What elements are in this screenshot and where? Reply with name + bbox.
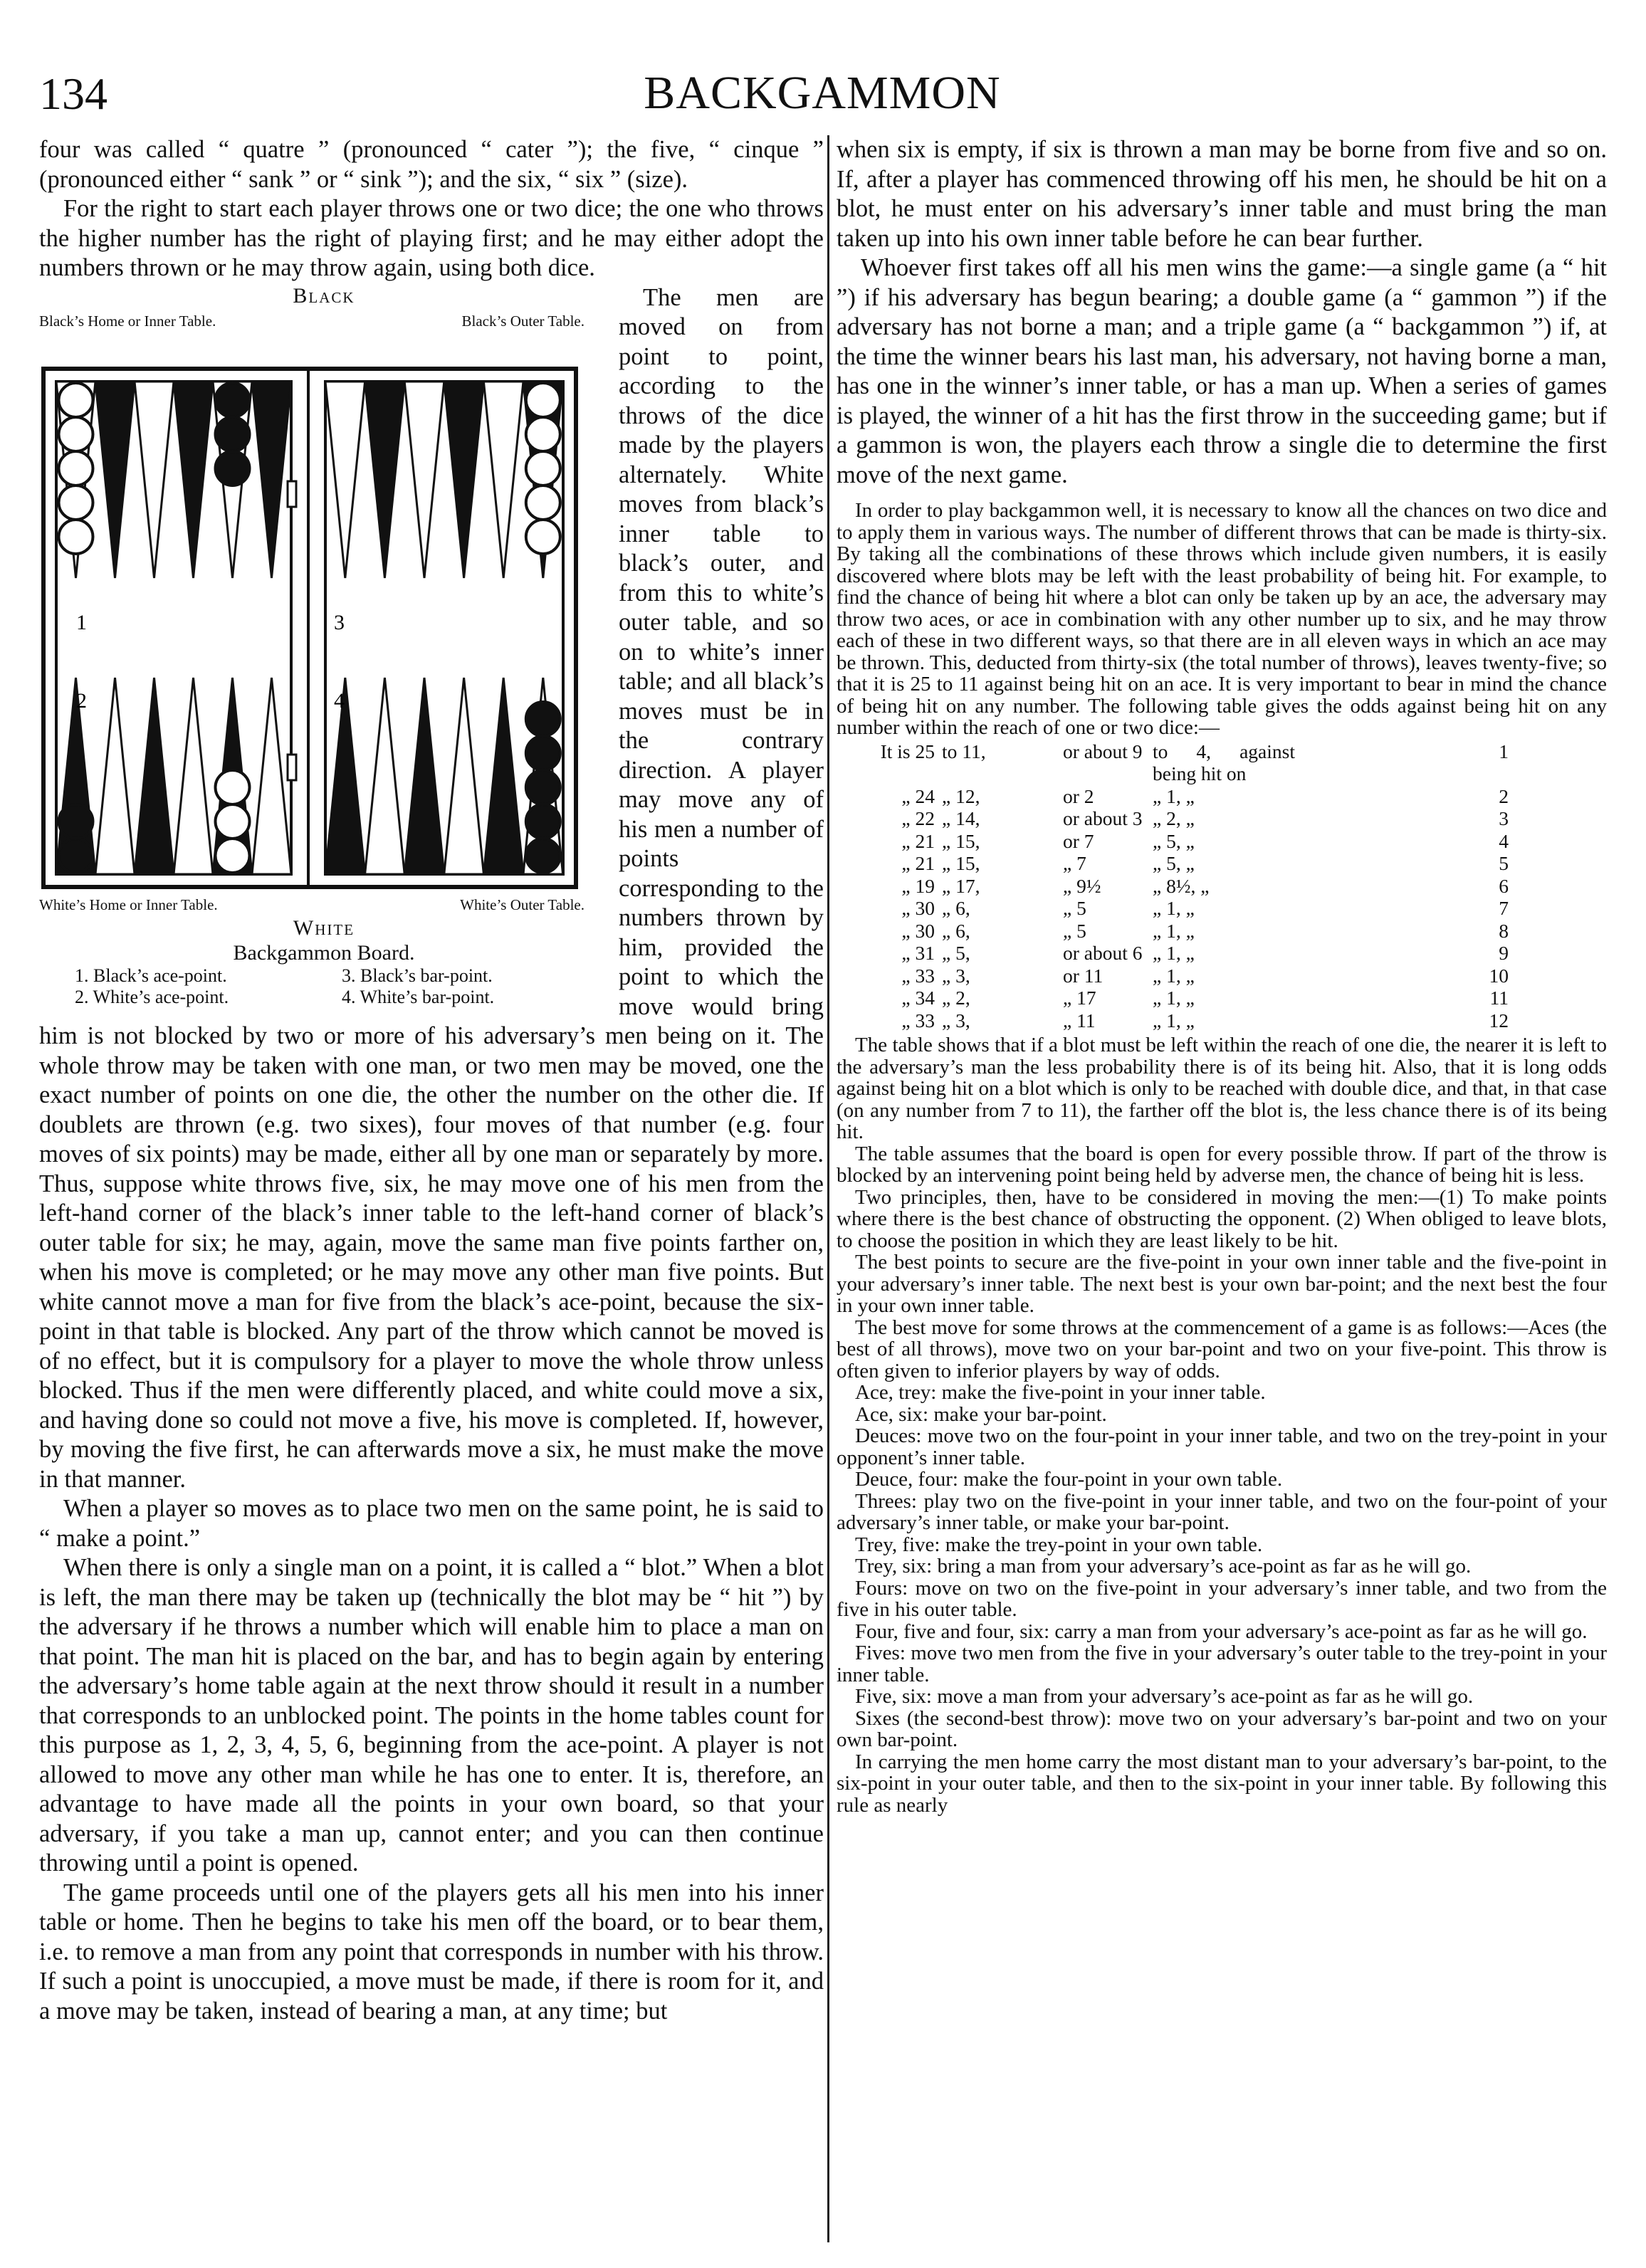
move-paragraph: Sixes (the second-best throw): move two on your adversary’s bar-point and two on your own bar-point.: [837, 1706, 1607, 1751]
move-paragraph: Threes: play two on the five-point in your inner table, and two on the four-point of your adversary’s inner table, or make your bar-point.: [837, 1489, 1607, 1534]
odds-cell: 3: [1499, 807, 1509, 829]
figure-caption: Backgammon Board.: [233, 940, 415, 965]
odds-cell: or about 3: [1063, 807, 1143, 829]
odds-cell: „ 6,: [942, 897, 970, 919]
move-paragraph: Five, six: move a man from your adversary’s ace-point as far as he will go.: [855, 1685, 1474, 1708]
black-home-label: Black’s Home or Inner Table.: [39, 312, 216, 330]
black-outer-label: Black’s Outer Table.: [461, 312, 585, 330]
odds-cell: „ 12,: [942, 784, 980, 807]
figure-bottom-labels: [39, 891, 609, 914]
black-man: [59, 839, 93, 873]
odds-cell: „ 22: [901, 807, 935, 829]
move-paragraph: Ace, six: make your bar-point.: [855, 1402, 1107, 1426]
running-title: BACKGAMMON: [644, 67, 1001, 119]
white-man: [59, 417, 93, 451]
odds-cell: „ 33: [901, 964, 935, 987]
odds-cell: or about 9: [1063, 740, 1143, 762]
odds-cell: 10: [1489, 964, 1509, 987]
white-man: [216, 804, 250, 839]
odds-cell: „ 24: [901, 784, 935, 807]
legend-item: 1. Black’s ace-point.: [75, 965, 227, 986]
odds-cell: to 11,: [942, 740, 986, 762]
odds-row: [837, 897, 1607, 920]
odds-row: [837, 830, 1607, 853]
right-column: [837, 135, 1607, 1816]
move-paragraph: In carrying the men home carry the most distant man to your adversary’s bar-point, to the six-point in your outer table, and then to the six-point in your inner table. By following this rule as nearly: [837, 1750, 1607, 1817]
odds-row: [837, 875, 1607, 898]
left-column: [39, 135, 824, 2026]
black-man: [216, 451, 250, 485]
odds-cell: 8: [1499, 919, 1509, 942]
odds-cell: „ 34: [901, 987, 935, 1009]
odds-cell: „ 8½, „: [1153, 874, 1210, 897]
odds-cell: „ 30: [901, 919, 935, 942]
board-number-4: 4: [334, 688, 345, 713]
odds-cell: „ 31: [901, 942, 935, 964]
paragraph: The best move for some throws at the commencement of a game is as follows:—Aces (the best of all throws), move two on your bar-point and two on your five-point. This throw is often given to inferior players by way of odds.: [837, 1316, 1607, 1382]
black-man: [526, 770, 560, 804]
backgammon-board: [39, 364, 580, 891]
white-man: [59, 485, 93, 520]
white-man: [526, 520, 560, 554]
move-paragraph: Fours: move on two on the five-point in your adversary’s inner table, and two from the five in his outer table.: [837, 1576, 1607, 1621]
odds-cell: „ 30: [901, 897, 935, 919]
left-table: [56, 382, 291, 874]
page-number: 134: [39, 68, 108, 119]
odds-cell: „ 11: [1063, 1009, 1096, 1031]
paragraph: In order to play backgammon well, it is necessary to know all the chances on two dice and to apply them in various ways. The number of different throws that can be made is thirty-six. By taking all the combinations of these throws which include given numbers, it is easily discovered where blots may be left with the least probability of being hit. For example, to find the chance of being hit where a blot can only be taken up by an ace, the adversary may throw two aces, or ace in combination with any other number up to six, and he may throw each of these in two different ways, so that there are in all eleven ways in which an ace may be thrown. This, deducted from thirty-six (the total number of throws), leaves twenty-five; so that it is 25 to 11 against being hit on an ace. It is very important to bear in mind the chance of being hit on any number. The following table gives the odds against being hit on any number within the reach of one or two dice:—: [837, 499, 1607, 739]
odds-row: [837, 1009, 1607, 1032]
odds-cell: „ 1, „: [1153, 784, 1195, 807]
hinge: [288, 481, 296, 507]
figure-top-labels: [39, 309, 609, 330]
odds-cell: or 2: [1063, 784, 1094, 807]
figure-bottom-label: White: [293, 915, 355, 940]
move-paragraph: Deuces: move two on the four-point in your inner table, and two on the trey-point in your opponent’s inner table.: [837, 1424, 1607, 1469]
column-divider: [827, 135, 829, 2242]
move-paragraph: Fives: move two men from the five in your adversary’s outer table to the trey-point in your inner table.: [837, 1642, 1607, 1686]
black-man: [216, 383, 250, 417]
figure-top-label: Black: [293, 283, 355, 308]
right-table: [325, 382, 563, 874]
black-man: [526, 804, 560, 839]
figure-legend-row: [39, 965, 609, 987]
odds-cell: or 7: [1063, 829, 1094, 852]
legend-item: 4. White’s bar-point.: [342, 986, 495, 1007]
odds-cell: „ 1, „: [1153, 942, 1195, 964]
black-man: [526, 736, 560, 770]
odds-cell: to 4, against being hit on: [1153, 740, 1295, 784]
black-man: [59, 804, 93, 839]
odds-cell: 1: [1499, 740, 1509, 762]
odds-cell: 2: [1499, 784, 1509, 807]
paragraph: Two principles, then, have to be considered in moving the men:—(1) To make points where there is the best chance of obstructing the opponent. (2) When obliged to leave blots, to choose the position in which they are least likely to be hit.: [837, 1185, 1607, 1252]
white-man: [526, 417, 560, 451]
white-man: [59, 451, 93, 485]
odds-cell: „ 5, „: [1153, 829, 1195, 852]
board-number-3: 3: [334, 610, 345, 634]
board-number-2: 2: [76, 688, 87, 713]
odds-cell: 4: [1499, 829, 1509, 852]
white-home-label: White’s Home or Inner Table.: [39, 896, 218, 913]
odds-cell: 9: [1499, 942, 1509, 964]
paragraph: When a player so moves as to place two men on the same point, he is said to “ make a point.”: [39, 1495, 824, 1552]
odds-row: [837, 852, 1607, 875]
paragraph: The table shows that if a blot must be left within the reach of one die, the nearer it is left to the adversary’s man the less probability there is of its being hit. Also, that it is long odds against being hit on a blot which is only to be reached with double dice, and that, in that case (on any number from 7 to 11), the farther off the blot is, the less chance there is of its being hit.: [837, 1034, 1607, 1143]
paragraph: For the right to start each player throws one or two dice; the one who throws the higher number has the right of playing first; and he may either adopt the numbers thrown or he may throw again, using both dice.: [39, 195, 824, 281]
white-man: [59, 383, 93, 417]
odds-cell: „ 7: [1063, 852, 1086, 874]
odds-cell: „ 5, „: [1153, 852, 1195, 874]
paragraph: The best points to secure are the five-point in your own inner table and the five-point in your adversary’s inner table. The next best is your own bar-point; and the next best the four in your own inner table.: [837, 1251, 1607, 1317]
move-paragraph: Deuce, four: make the four-point in your own table.: [855, 1468, 1283, 1491]
legend-item: 3. Black’s bar-point.: [342, 965, 493, 986]
odds-row: [837, 920, 1607, 943]
odds-cell: „ 21: [901, 852, 935, 874]
odds-cell: „ 3,: [942, 964, 970, 987]
odds-cell: „ 1, „: [1153, 919, 1195, 942]
odds-cell: „ 1, „: [1153, 897, 1195, 919]
move-paragraph: Trey, six: bring a man from your adversary’s ace-point as far as he will go.: [855, 1555, 1472, 1577]
odds-cell: „ 21: [901, 829, 935, 852]
odds-cell: 6: [1499, 874, 1509, 897]
move-paragraph: Four, five and four, six: carry a man from your adversary’s ace-point as far as he will go.: [855, 1619, 1588, 1643]
odds-row: [837, 785, 1607, 808]
odds-cell: 5: [1499, 852, 1509, 874]
move-paragraph: Trey, five: make the trey-point in your own table.: [855, 1533, 1263, 1556]
odds-row: [837, 740, 1607, 785]
black-man: [216, 417, 250, 451]
hinge: [288, 755, 296, 780]
odds-row: [837, 965, 1607, 987]
odds-cell: or 11: [1063, 964, 1104, 987]
odds-cell: „ 5,: [942, 942, 970, 964]
paragraph: The table assumes that the board is open for every possible throw. If part of the throw is blocked by an intervening point being held by adverse men, the chance of being hit is less.: [837, 1142, 1607, 1187]
odds-cell: „ 3,: [942, 1009, 970, 1031]
white-man: [526, 383, 560, 417]
white-man: [216, 839, 250, 873]
paragraph: four was called “ quatre ” (pronounced “ cater ”); the five, “ cinque ” (pronounced either “ sank ” or “ sink ”); and the six, “ six ” (size).: [39, 136, 824, 193]
white-man: [526, 451, 560, 485]
black-man: [526, 839, 560, 873]
white-man: [216, 770, 250, 804]
opening-moves-list: [837, 1382, 1607, 1816]
odds-cell: 11: [1489, 987, 1509, 1009]
odds-cell: „ 1, „: [1153, 987, 1195, 1009]
odds-cell: „ 14,: [942, 807, 980, 829]
odds-cell: „ 17,: [942, 874, 980, 897]
backgammon-figure: [39, 283, 609, 1008]
odds-cell: 7: [1499, 897, 1509, 919]
page-header: [39, 61, 1605, 125]
odds-cell: „ 15,: [942, 829, 980, 852]
odds-cell: „ 1, „: [1153, 964, 1195, 987]
board-number-1: 1: [76, 610, 87, 634]
figure-legend-row: [39, 987, 609, 1008]
odds-cell: „ 2,: [942, 987, 970, 1009]
odds-cell: „ 1, „: [1153, 1009, 1195, 1031]
odds-table: [837, 740, 1607, 1032]
odds-cell: „ 17: [1063, 987, 1096, 1009]
white-man: [59, 520, 93, 554]
odds-row: [837, 942, 1607, 965]
paragraph-text: The men are moved on from point to point, according to the throws of the dice made by the players alternately. White moves from black’s inner table to black’s outer, and from this to white’s outer table, and so on to white’s inner table; and all black’s moves must be in the contrary direction. A player may move any of his men a number of points corresponding to the numbers thrown by him, provided the point to which the move would bring him is not blocked by two or more of his adversary’s men being on it. The whole throw may be taken with one man, or two men may be moved, one the exact number of points on one die, the other the number on the other die. If doublets are thrown (e.g. two sixes), four moves of that number (e.g. four moves of six points) may be made, either all by one man or separately by more. Thus, suppose white throws five, six, he may move one of his men from the left-hand corner of the black’s inner table to the left-hand corner of black’s outer table for six; he may, again, move the same man five points farther on, when his move is completed; or he may move any other man five points. But white cannot move a man for five from the black’s ace-point, because the six-point in that table is blocked. Any part of the throw which cannot be moved is of no effect, but it is compulsory for a player to move the whole throw unless blocked. Thus if the men were differently placed, and white could move a six, and having done so could not move a five, his move is completed. If, however, by moving the five first, he can afterwards move a six, he must make the move in that manner.: [39, 283, 824, 1493]
odds-cell: 12: [1489, 1009, 1509, 1031]
odds-cell: It is 25: [880, 740, 935, 762]
odds-row: [837, 987, 1607, 1009]
legend-item: 2. White’s ace-point.: [75, 986, 229, 1007]
odds-cell: „ 15,: [942, 852, 980, 874]
odds-cell: „ 9½: [1063, 874, 1101, 897]
white-outer-label: White’s Outer Table.: [460, 896, 585, 913]
paragraph: when six is empty, if six is thrown a man may be borne from five and so on. If, after a player has commenced throwing off his men, he should be hit on a blot, he must enter on his adversary’s inner table and must bring the man taken up into his own inner table before he can bear further.: [837, 136, 1607, 252]
odds-cell: „ 2, „: [1153, 807, 1195, 829]
odds-cell: „ 5: [1063, 897, 1086, 919]
paragraph: [39, 283, 824, 1495]
odds-cell: „ 6,: [942, 919, 970, 942]
white-man: [526, 485, 560, 520]
odds-row: [837, 807, 1607, 830]
paragraph: When there is only a single man on a point, it is called a “ blot.” When a blot is left, the man there may be taken up (technically the blot may be “ hit ”) by the adversary if he throws a number which will enable him to place a man on that point. The man hit is placed on the bar, and has to begin again by entering the adversary’s home table again at the next throw should it result in a number that corresponds to an unblocked point. The points in the home tables count for this purpose as 1, 2, 3, 4, 5, 6, beginning from the ace-point. A player is not allowed to move any other man while he has one to enter. It is, therefore, an advantage to have made all the points in your own board, so that your adversary, if you take a man up, cannot enter; and you can then continue throwing until a point is opened.: [39, 1554, 824, 1876]
paragraph: Whoever first takes off all his men wins the game:—a single game (a “ hit ”) if his adversary has begun bearing; a double game (a “ gammon ”) if the adversary has not borne a man; and a triple game (a “ backgammon ”) if, at the time the winner bears his last man, his adversary, not having borne a man, has one in the winner’s inner table, or has a man up. When a series of games is played, the winner of a hit has the first throw in the succeeding game; but if a gammon is won, the players each throw a single die to determine the first move of the next game.: [837, 254, 1607, 488]
paragraph: The game proceeds until one of the players gets all his men into his inner table or home. Then he begins to take his men off the board, or to bear them, i.e. to remove a man from any point that corresponds in number with his throw. If such a point is unoccupied, a move must be made, if there is room for it, and a move may be taken, instead of bearing a man, at any time; but: [39, 1879, 824, 2025]
odds-cell: „ 5: [1063, 919, 1086, 942]
black-man: [526, 702, 560, 736]
move-paragraph: Ace, trey: make the five-point in your inner table.: [855, 1381, 1266, 1404]
odds-cell: „ 19: [901, 874, 935, 897]
odds-cell: „ 33: [901, 1009, 935, 1031]
odds-cell: or about 6: [1063, 942, 1143, 964]
